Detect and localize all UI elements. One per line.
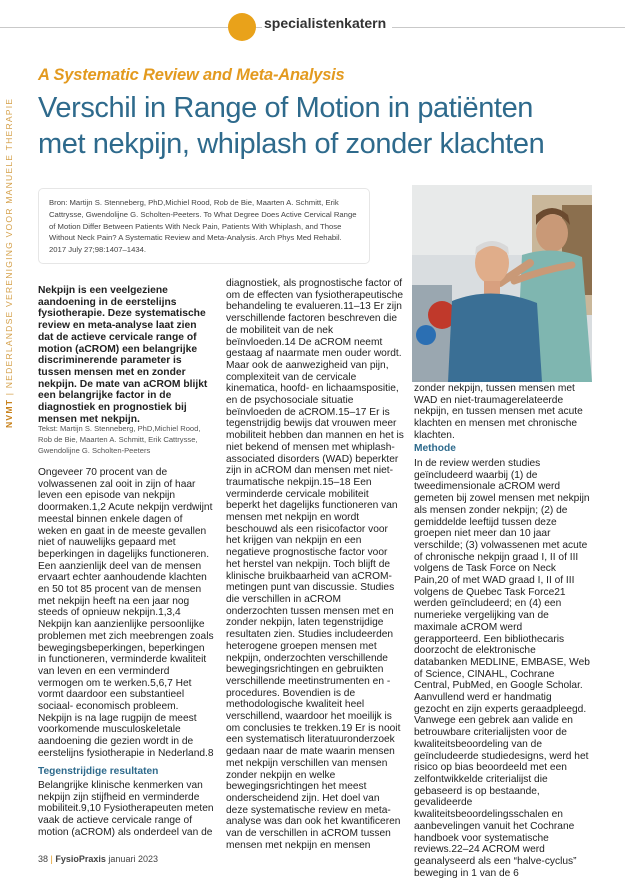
side-label: NEDERLANDSE VERENIGING VOOR MANUELE THERAPIE (4, 97, 14, 389)
article-lead: Nekpijn is een veelgeziene aandoening in de eerstelijns fysiotherapie. Deze systematische review en meta-analyse laat zien dat de actieve cervicale range of motion (aCROM) een belangrijke discriminerende parameter is tussen mensen met en zonder nekpijn. De mate van aCROM blijkt een belangrijke factor in de diagnostiek en prognostiek bij mensen met nekpijn. (38, 285, 208, 425)
issue-date: januari 2023 (108, 854, 158, 864)
section-label: specialistenkatern (262, 15, 392, 31)
subheading-methode: Methode (414, 443, 456, 454)
column-2-text: diagnostiek, als prognostische factor of om de effecten van fysiotherapeutische behandeling te evalueren.11–13 Er zijn verschillende factoren beschreven die de mobiliteit van de nek beïnvloeden.14 De aCROM neemt gestaag af naarmate men ouder wordt. Maar ook de aanwezigheid van pijn, complexiteit van de cervicale kinematica, hoofd- en lichaamspositie, en de psychosociale situatie beïnvloeden de aCROM.15–17 Er is tegenstrijdig bewijs dat vrouwen meer mobiliteit hebben dan mannen en het is niet bekend of mensen met whiplash-associated disorders (WAD) beperkter zijn in aCROM dan mensen met niet-traumatische nekpijn.15–18 Een verminderde cervicale mobiliteit beperkt het dagelijks functioneren van mensen met nekpijn en wordt beschouwd als een risicofactor voor het krijgen van nekpijn en een negatieve prognostische factor voor het herstel van nekpijn. Toch blijft de klinische bruikbaarheid van aCROM-metingen punt van discussie. Studies die verschillen in aCROM onderzochten tussen mensen met en zonder nekpijn, laten tegenstrijdige resultaten zien. Studies includeerden heterogene groepen mensen met nekpijn, onderzochten verschillende bewegingsrichtingen en gebruikten verschillende meetinstrumenten en -procedures. Bovendien is de methodologische kwaliteit heel verschillend, waardoor het moeilijk is om conclusies te trekken.19 Er is nooit een systematisch literatuuronderzoek gedaan naar de mate waarin mensen met nekpijn verschillen van mensen zonder nekpijn en welke bewegingsrichtingen het meest onderscheidend zijn. Het doel van deze systematische review en meta-analyse was dan ook het kwantificeren van de verschillen in aCROM tussen mensen met nekpijn en mensen (226, 278, 404, 851)
article-credits: Tekst: Martijn S. Stenneberg, PhD,Michiel Rood, Rob de Bie, Maarten A. Schmitt, Erik Cattrysse, Gwendolijne G. Scholten-Peeters (38, 424, 201, 455)
column-1-text: Ongeveer 70 procent van de volwassenen zal ooit in zijn of haar leven een episode van nekpijn doormaken.1,2 Acute nekpijn verdwijnt meestal binnen enkele dagen of weken en gaat in de meeste gevallen niet of nauwelijks gepaard met beperkingen in dagelijks functioneren. Een aanzienlijk deel van de mensen ervaart echter aanhoudende klachten en 50 tot 85 procent van de mensen met nekpijn heeft na een jaar nog steeds of opnieuw nekpijn.1,3,4 Nekpijn kan aanzienlijke persoonlijke problemen met zich meebrengen zoals bewegingsbeperkingen, beperkingen in functioneren, verminderde kwaliteit van leven en een verminderd vermogen om te werken.5,6,7 Het vormt daardoor een substantieel sociaal- economisch probleem. Nekpijn is na lage rugpijn de meest voorkomende musculoskeletale aandoening die gezien wordt in de eerstelijns fysiotherapie in Nederland.8 (38, 467, 214, 759)
column-3-top: zonder nekpijn, tussen mensen met WAD en niet-traumagerelateerde nekpijn, en tussen mensen met acute klachten en mensen met chronische klachten. (414, 383, 583, 441)
side-prefix: NVMT (4, 398, 14, 428)
section-dot-icon (228, 13, 256, 41)
subheading-tegenstrijdige-resultaten: Tegenstrijdige resultaten (38, 766, 159, 777)
page-footer: 38 | FysioPraxis januari 2023 (38, 854, 158, 864)
magazine-name: FysioPraxis (55, 854, 106, 864)
source-box (38, 188, 370, 264)
side-strip: NVMT | NEDERLANDSE VERENIGING VOOR MANUELE THERAPIE (4, 97, 14, 428)
column-1-tail: Belangrijke klinische kenmerken van nekpijn zijn stijfheid en verminderde mobiliteit.9,10 Fysiotherapeuten meten vaak de actieve cervicale range of motion (aCROM) als onderdeel van de (38, 780, 214, 838)
photo-illustration (412, 185, 592, 382)
source-citation: Bron: Martijn S. Stenneberg, PhD,Michiel Rood, Rob de Bie, Maarten A. Schmitt, Erik Cattrysse, Gwendolijne G. Scholten-Peeters. To What Degree Does Active Cervical Range of Motion Differ Between Patients With Neck Pain, Patients With Whiplash, and Those Without Neck Pain? A Systematic Review and Meta-Analysis. Arch Phys Med Rehabil. 2017 July 27;98:1407–1434. (49, 198, 357, 255)
article-photo (412, 185, 592, 382)
article-title: Verschil in Range of Motion in patiënten met nekpijn, whiplash of zonder klachten (38, 92, 545, 160)
page-number: 38 (38, 854, 49, 864)
column-3-text: In de review werden studies geïncludeerd waarbij (1) de tweedimensionale aCROM werd gemeten bij zowel mensen met nekpijn als mensen zonder nekpijn; (2) de gemiddelde leeftijd tussen deze groepen niet meer dan 10 jaar verschilde; (3) volwassenen met acute of chronische nekpijn graad I, II of III volgens de Task Force on Neck Pain,20 of met WAD graad I, II of III volgens de Quebec Task Force21 werden geïncludeerd; en (4) een numerieke vergelijking van de maximale aCROM werd gerapporteerd. Een bibliothecaris doorzocht de elektronische databanken MEDLINE, EMBASE, Web of Science, CINAHL, Cochrane Central, PubMed, en Google Scholar. Aanvullend werd er handmatig gezocht en zijn experts geraadpleegd. Vanwege een gebrek aan valide en betrouwbare criterialijsten voor de kwaliteitsbeoordeling van de geïncludeerde studiedesigns, werd het risico op bias beoordeeld met een zelfontwikkelde criterialijst die gebaseerd is op bestaande, gevalideerde kwaliteitsbeoordelingsschalen en aanbevelingen vanuit het Cochrane handboek voor systematische reviews.22–24 ACROM werd geanalyseerd als een “halve-cyclus” beweging in 1 van de 6 (414, 458, 590, 879)
article-kicker: A Systematic Review and Meta-Analysis (38, 66, 345, 84)
